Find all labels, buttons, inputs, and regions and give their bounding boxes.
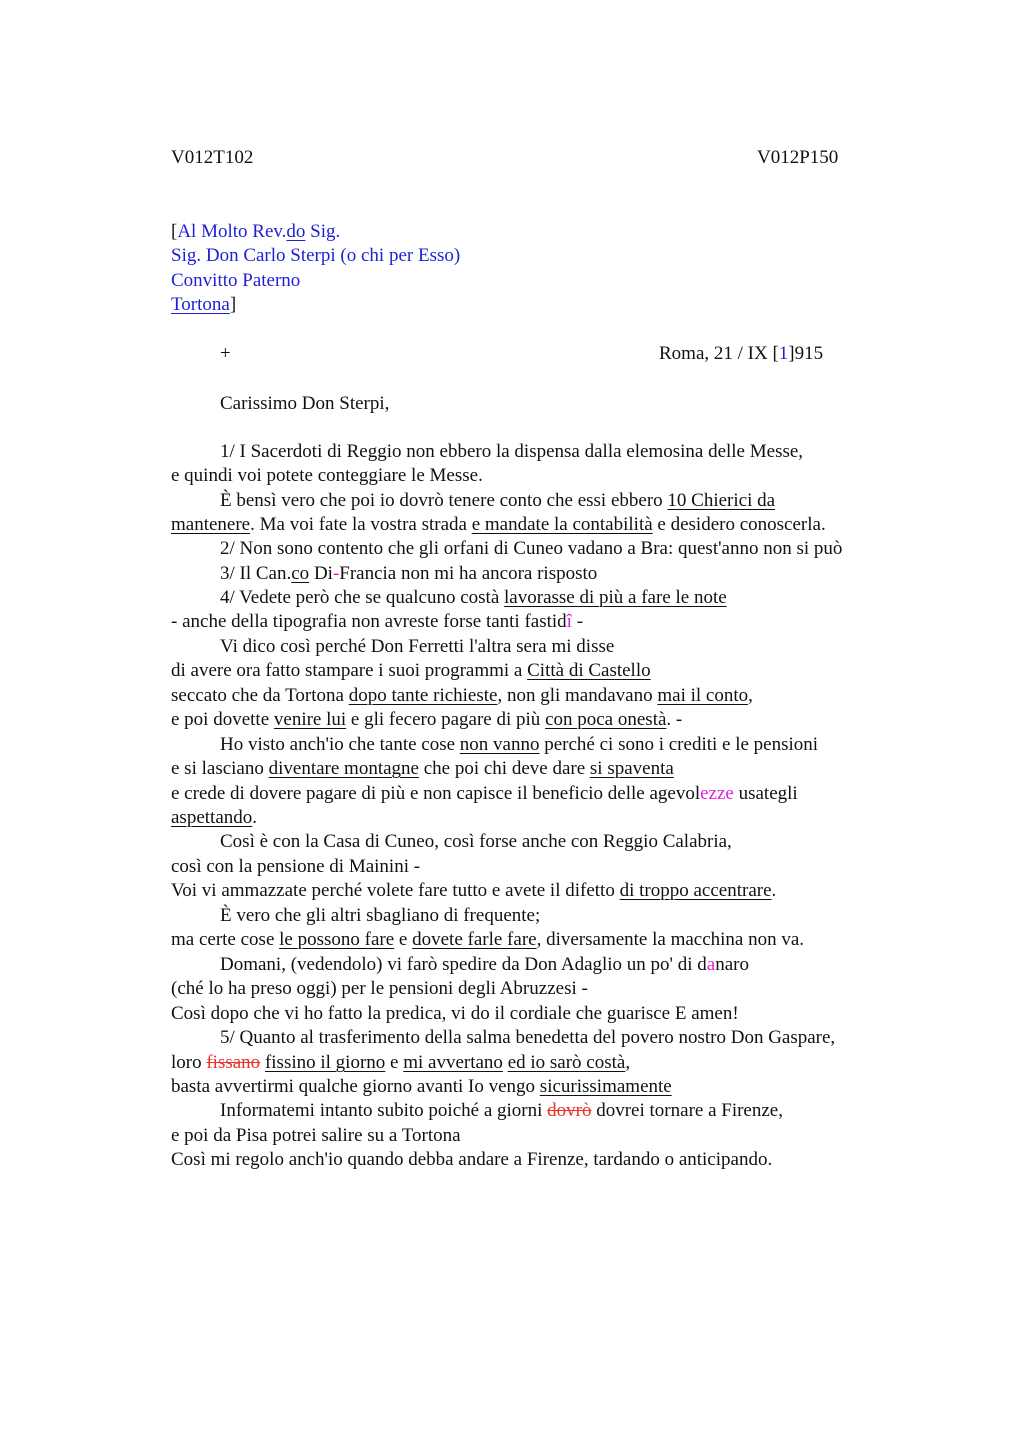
body-text: Francia non mi ha ancora risposto	[339, 563, 598, 584]
body-text: dovrei tornare a Firenze,	[591, 1100, 783, 1121]
body-line: e poi da Pisa potrei salire su a Tortona	[171, 1125, 461, 1146]
address-line-1	[171, 220, 340, 244]
address-line-3: Convitto Paterno	[171, 270, 301, 291]
body-line	[220, 586, 727, 610]
body-line	[171, 659, 651, 683]
body-text: ma certe cose	[171, 929, 280, 950]
body-text: , diversamente la macchina non va.	[536, 929, 805, 950]
body-text: naro	[715, 954, 749, 975]
underlined-text: con poca onestà	[545, 709, 667, 730]
place-date-text: Roma, 21 / IX [	[659, 343, 779, 364]
deleted-text: fissano	[206, 1052, 261, 1073]
body-text: che poi chi deve dare	[418, 758, 590, 779]
underlined-text: ed io sarò costà	[507, 1052, 626, 1073]
archive-code-left: V012T102	[171, 147, 254, 168]
place-date-editorial: 1	[778, 343, 789, 364]
underlined-text: e mandate la contabilità	[471, 514, 653, 535]
underlined-text: aspettando	[171, 807, 253, 828]
body-text: e gli fecero pagare di più	[346, 709, 546, 730]
body-line: (ché lo ha preso oggi) per le pensioni degli Abruzzesi -	[171, 978, 588, 999]
underlined-text: fissino i	[264, 1052, 326, 1073]
body-line: Così dopo che vi ho fatto la predica, vi do il cordiale che guarisce E amen!	[171, 1003, 739, 1024]
body-line: e quindi voi potete conteggiare le Messe.	[171, 465, 483, 486]
body-text: È bensì vero che poi io dovrò tenere conto che essi ebbero	[220, 490, 668, 511]
inserted-text: -	[332, 563, 340, 584]
underlined-text: mantenere	[171, 514, 251, 535]
address-text: Sig.	[305, 221, 341, 242]
address-text: Al Molto Rev.	[177, 221, 287, 242]
body-text: ,	[748, 685, 753, 706]
body-text: . -	[666, 709, 683, 730]
body-text: e crede di dovere pagare di più e non capisce il beneficio delle agevol	[171, 783, 701, 804]
underlined-text: co	[291, 563, 310, 584]
body-text: -	[571, 611, 584, 632]
body-text: .	[771, 880, 777, 901]
address-city: Tortona	[171, 294, 230, 315]
body-text: basta avvertirmi qualche giorno avanti Io vengo	[171, 1076, 540, 1097]
body-text: Informatemi intanto subito poiché a giorni	[220, 1100, 548, 1121]
underlined-text: sicurissimamente	[539, 1076, 672, 1097]
address-open-bracket: [	[171, 221, 178, 242]
archive-code-right: V012P150	[757, 147, 839, 168]
body-line	[171, 757, 674, 781]
body-line	[171, 684, 753, 708]
inserted-text: î	[566, 611, 572, 632]
place-date	[659, 342, 823, 366]
body-line	[220, 489, 775, 513]
body-text: e desidero conoscerla.	[652, 514, 826, 535]
underlined-text: di troppo accentrare	[619, 880, 772, 901]
underlined-text: mi avvertano	[403, 1052, 503, 1073]
body-text: .	[252, 807, 258, 828]
underlined-text: dovete farle fare	[412, 929, 537, 950]
body-line: 5/ Quanto al trasferimento della salma benedetta del povero nostro Don Gaspare,	[220, 1027, 836, 1048]
body-line	[220, 733, 818, 757]
underlined-text: l giorno	[325, 1052, 386, 1073]
body-text: usategli	[733, 783, 798, 804]
body-line	[171, 928, 804, 952]
inserted-text: ezze	[700, 783, 734, 804]
body-line	[171, 1075, 672, 1099]
body-text: - anche della tipografia non avreste forse tanti fastid	[171, 611, 567, 632]
deleted-text: dovrò	[547, 1100, 592, 1121]
salutation: Carissimo Don Sterpi,	[220, 393, 390, 414]
body-line	[220, 1099, 783, 1123]
underlined-text: si spaventa	[589, 758, 674, 779]
body-line: Vi dico così perché Don Ferretti l'altra sera mi disse	[220, 636, 615, 657]
body-line	[171, 610, 583, 634]
body-text: di avere ora fatto stampare i suoi programmi a	[171, 660, 528, 681]
body-line: così con la pensione di Mainini -	[171, 856, 421, 877]
body-line	[171, 806, 257, 830]
address-abbrev: do	[286, 221, 306, 242]
body-text: . Ma voi fate la vostra strada	[250, 514, 472, 535]
body-text: e	[394, 929, 413, 950]
body-text: Ho visto anch'io che tante cose	[220, 734, 460, 755]
underlined-text: mai il conto	[657, 685, 749, 706]
cross-symbol: +	[220, 343, 231, 364]
body-line: 2/ Non sono contento che gli orfani di Cuneo vadano a Bra: quest'anno non si può	[220, 538, 843, 559]
body-text: seccato che da Tortona	[171, 685, 349, 706]
body-text: 3/ Il Can.	[220, 563, 292, 584]
body-line	[220, 953, 749, 977]
inserted-text: a	[706, 954, 716, 975]
body-line: Così mi regolo anch'io quando debba andare a Firenze, tardando o anticipando.	[171, 1149, 773, 1170]
body-line	[171, 879, 776, 903]
body-text: , non gli mandavano	[497, 685, 658, 706]
body-text: ,	[625, 1052, 631, 1073]
body-line	[171, 708, 682, 732]
body-line: Così è con la Casa di Cuneo, così forse anche con Reggio Calabria,	[220, 831, 732, 852]
underlined-text: dopo tante richieste	[348, 685, 498, 706]
underlined-text: le possono fare	[279, 929, 395, 950]
underlined-text: lavorasse di più a fare le note	[504, 587, 727, 608]
body-text: e si lasciano	[171, 758, 269, 779]
body-line	[171, 513, 826, 537]
body-line	[171, 782, 798, 806]
body-text: Voi vi ammazzate perché volete fare tutto e avete il difetto	[171, 880, 620, 901]
underlined-text: 10 Chierici da	[667, 490, 776, 511]
underlined-text: Città di Castello	[527, 660, 651, 681]
body-text: e	[385, 1052, 404, 1073]
underlined-text: diventare montagne	[268, 758, 419, 779]
body-text: e poi dovette	[171, 709, 274, 730]
underlined-text: non vanno	[459, 734, 540, 755]
body-line: È vero che gli altri sbagliano di frequente;	[220, 905, 541, 926]
body-text: Di	[309, 563, 333, 584]
body-line	[171, 1051, 630, 1075]
address-close-bracket: ]	[229, 294, 237, 315]
underlined-text: venire lui	[273, 709, 347, 730]
body-line: 1/ I Sacerdoti di Reggio non ebbero la dispensa dalla elemosina delle Messe,	[220, 441, 804, 462]
body-text: Domani, (vedendolo) vi farò spedire da Don Adaglio un po' di d	[220, 954, 707, 975]
body-line	[220, 562, 597, 586]
address-line-2: Sig. Don Carlo Sterpi (o chi per Esso)	[171, 245, 461, 266]
body-text: 4/ Vedete però che se qualcuno costà	[220, 587, 505, 608]
body-text: perché ci sono i crediti e le pensioni	[539, 734, 819, 755]
address-line-4	[171, 293, 236, 317]
body-text: loro	[171, 1052, 207, 1073]
place-date-text: ]915	[788, 343, 824, 364]
